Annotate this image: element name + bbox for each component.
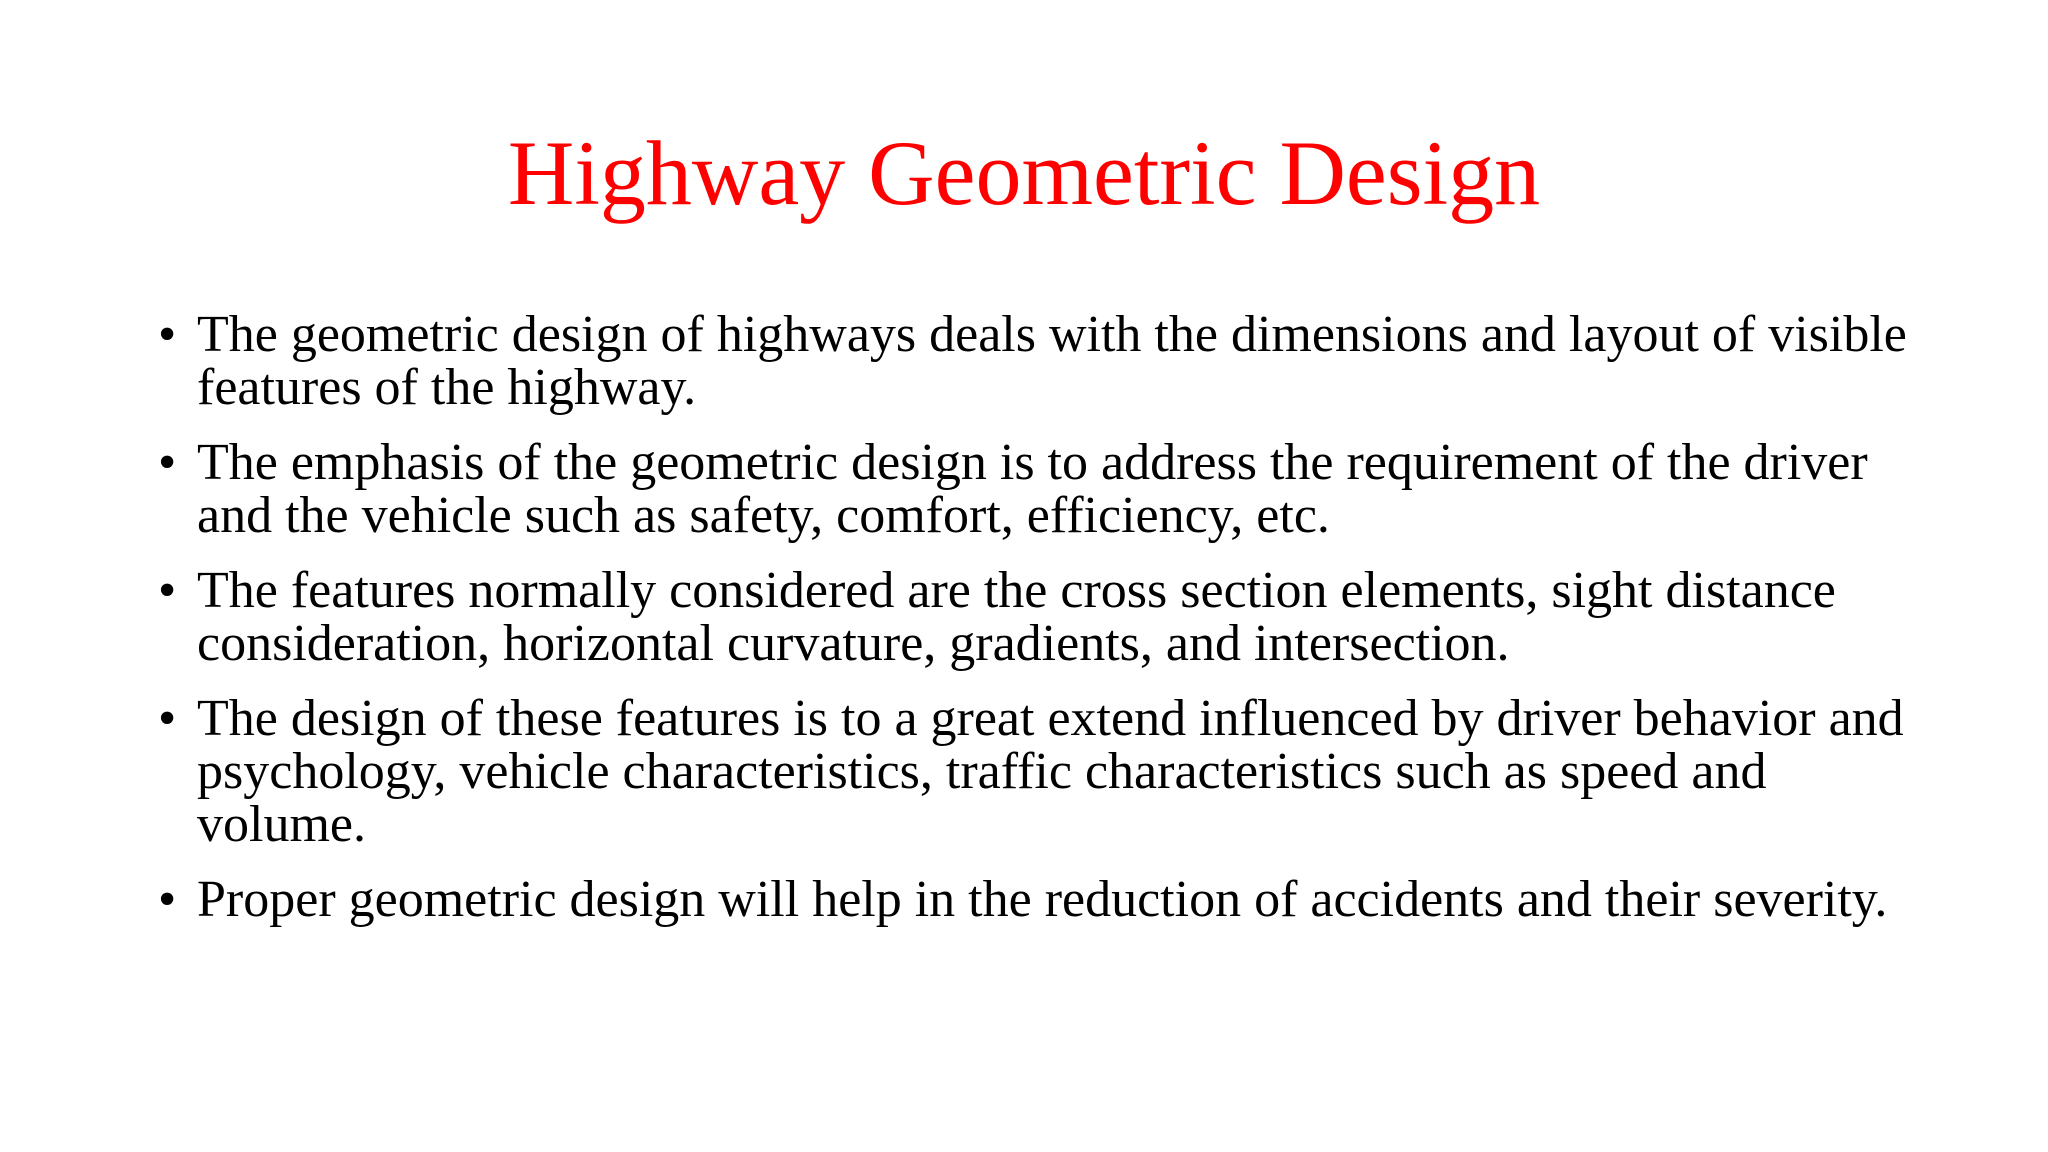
bullet-item [150,692,1910,851]
bullet-dot-icon: • [158,562,177,619]
bullet-dot-icon: • [158,690,177,747]
bullet-text: The design of these features is to a great extend influenced by driver behavior and psychology, vehicle characteristics, traffic characteristics such as speed and volume. [197,690,1904,853]
bullet-item [150,873,1910,926]
bullet-item [150,436,1910,542]
slide-title: Highway Geometric Design [507,122,1541,224]
bullet-dot-icon: • [158,434,177,491]
bullet-text: The geometric design of highways deals with the dimensions and layout of visible features of the highway. [197,306,1907,416]
bullet-text: The emphasis of the geometric design is to address the requirement of the driver and the vehicle such as safety, comfort, efficiency, etc. [197,434,1868,544]
bullet-text: Proper geometric design will help in the reduction of accidents and their severity. [197,871,1888,928]
bullet-dot-icon: • [158,871,177,928]
bullet-list [150,308,1910,948]
bullet-item [150,564,1910,670]
bullet-item [150,308,1910,414]
bullet-dot-icon: • [158,306,177,363]
bullet-text: The features normally considered are the cross section elements, sight distance consideration, horizontal curvature, gradients, and intersection. [197,562,1836,672]
